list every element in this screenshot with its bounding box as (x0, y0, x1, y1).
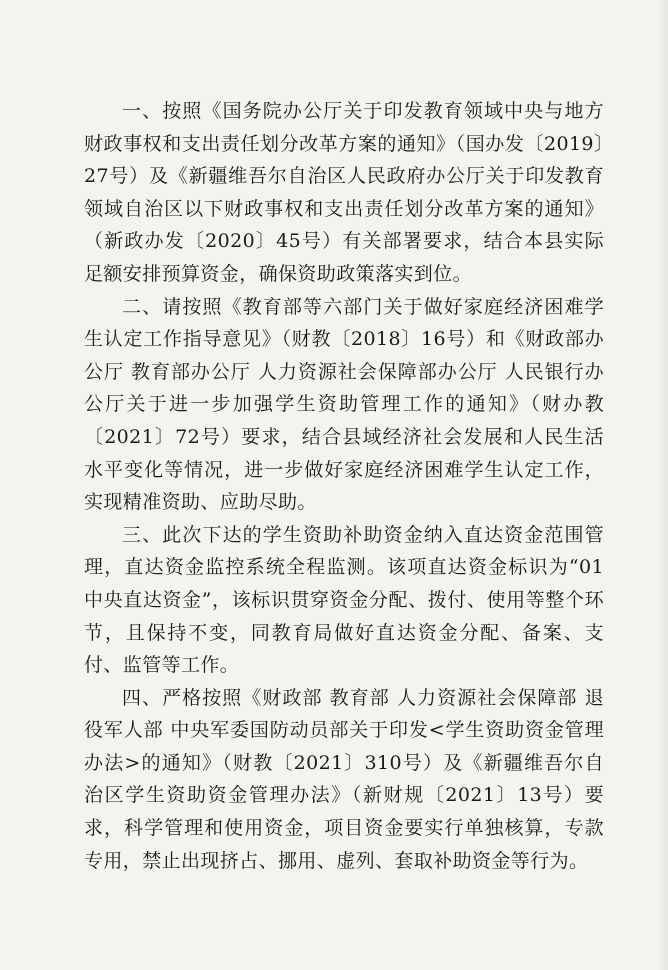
paragraph-3: 三、此次下达的学生资助补助资金纳入直达资金范围管理，直达资金监控系统全程监测。该项直达资金标识为“01中央直达资金”，该标识贯穿资金分配、拨付、使用等整个环节，且保持不变，同教育局做好直达资金分配、备案、支付、监管等工作。 (84, 523, 604, 677)
paragraph-2: 二、请按照《教育部等六部门关于做好家庭经济困难学生认定工作指导意见》（财教〔2018〕16号）和《财政部办公厅 教育部办公厅 人力资源社会保障部办公厅 人民银行办公厅关于进一步加强学生资助管理工作的通知》（财办教〔2021〕72号）要求，结合县域经济社会发展和人民生活水平变化等情况，进一步做好家庭经济困难学生认定工作，实现精准资助、应助尽助。 (84, 295, 604, 514)
paragraph-1: 一、按照《国务院办公厅关于印发教育领域中央与地方财政事权和支出责任划分改革方案的通知》（国办发〔2019〕27号）及《新疆维吾尔自治区人民政府办公厅关于印发教育领域自治区以下财政事权和支出责任划分改革方案的通知》（新政办发〔2020〕45号）有关部署要求，结合本县实际足额安排预算资金，确保资助政策落实到位。 (84, 100, 604, 285)
document-body (84, 95, 604, 877)
scan-edge-shadow (658, 0, 668, 970)
paragraph-4: 四、严格按照《财政部 教育部 人力资源社会保障部 退役军人部 中央军委国防动员部关于印发<学生资助资金管理办法>的通知》（财教〔2021〕310号）及《新疆维吾尔自治区学生资助资金管理办法》（新财规〔2021〕13号）要求，科学管理和使用资金，项目资金要实行单独核算，专款专用，禁止出现挤占、挪用、虚列、套取补助资金等行为。 (84, 686, 604, 872)
